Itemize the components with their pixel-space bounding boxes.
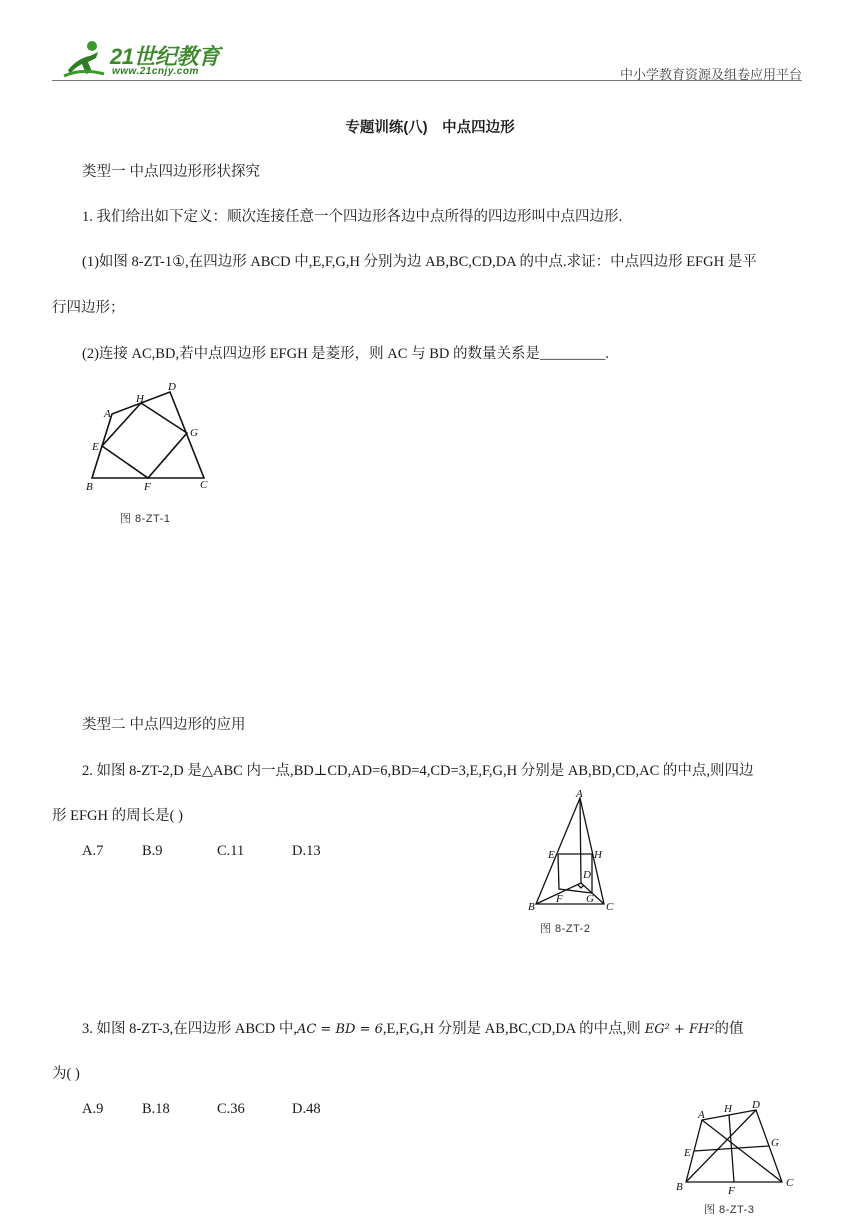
fig1-label-b: B	[86, 481, 93, 493]
fig2-label-d: D	[583, 869, 591, 881]
fig1-label-g: G	[190, 427, 198, 439]
q2-line1: 2. 如图 8-ZT-2,D 是△ABC 内一点,BD⊥CD,AD=6,BD=4,CD=3,E,F,G,H 分别是 AB,BD,CD,AC 的中点,则四边	[82, 763, 754, 779]
q3-option-c[interactable]: C.36	[217, 1101, 245, 1117]
fig3-label-g: G	[771, 1137, 779, 1149]
fig3-caption: 图 8-ZT-3	[704, 1204, 755, 1216]
q2-line2: 形 EFGH 的周长是( )	[52, 808, 183, 824]
fig3-label-d: D	[752, 1099, 760, 1111]
fig1-label-e: E	[92, 441, 99, 453]
fig3-label-h: H	[724, 1103, 732, 1115]
section1-heading: 类型一 中点四边形形状探究	[82, 164, 261, 180]
fig3-label-a: A	[698, 1109, 705, 1121]
q3-text-b: ,E,F,G,H 分别是 AB,BC,CD,DA 的中点,则	[382, 1021, 641, 1037]
q3-option-a[interactable]: A.9	[82, 1101, 104, 1117]
q3-option-d[interactable]: D.48	[292, 1101, 321, 1117]
fig1-caption: 图 8-ZT-1	[120, 513, 171, 525]
q3-text-a: 3. 如图 8-ZT-3,在四边形 ABCD 中,	[82, 1021, 297, 1037]
q3-line2: 为( )	[52, 1066, 80, 1082]
fig2-label-a: A	[576, 788, 583, 800]
fig2-label-f: F	[556, 893, 563, 905]
fig1-label-d: D	[168, 381, 176, 393]
fig3-label-f: F	[728, 1185, 735, 1197]
platform-tagline: 中小学教育资源及组卷应用平台	[619, 67, 802, 82]
q3-math-ac-bd: AC = BD = 6	[296, 1022, 383, 1037]
fig1-label-f: F	[144, 481, 151, 493]
fig2-label-b: B	[528, 901, 535, 912]
runner-logo-icon	[62, 40, 106, 80]
q3-options	[82, 1101, 352, 1118]
q3-option-b[interactable]: B.18	[142, 1101, 170, 1117]
figure-8-zt-2	[526, 788, 626, 912]
page-title: 专题训练(八) 中点四边形	[345, 120, 515, 136]
q1-part1-line2: 行四边形；	[52, 300, 125, 316]
q3-line1	[82, 1017, 744, 1038]
header-divider	[52, 80, 802, 81]
fig3-label-e: E	[684, 1147, 691, 1159]
section2-heading: 类型二 中点四边形的应用	[82, 717, 246, 733]
fig1-label-c: C	[200, 479, 208, 491]
q3-text-c: 的值	[714, 1021, 744, 1037]
logo-url-text: www.21cnjy.com	[112, 66, 199, 77]
q3-math-eg-fh: EG² + FH²	[644, 1022, 715, 1037]
fig1-label-h: H	[136, 393, 144, 405]
q2-option-a[interactable]: A.7	[82, 843, 104, 859]
fig2-label-h: H	[594, 849, 602, 861]
q1-intro: 1. 我们给出如下定义：顺次连接任意一个四边形各边中点所得的四边形叫中点四边形.	[82, 209, 623, 225]
q2-options	[82, 843, 352, 860]
fig2-label-e: E	[548, 849, 555, 861]
fig1-label-a: A	[104, 408, 111, 420]
q1-part2: (2)连接 AC,BD,若中点四边形 EFGH 是菱形，则 AC 与 BD 的数量关系是_________.	[82, 346, 609, 362]
fig3-label-c: C	[786, 1177, 794, 1189]
q2-option-c[interactable]: C.11	[217, 843, 245, 859]
q1-part1-line1: (1)如图 8-ZT-1①,在四边形 ABCD 中,E,F,G,H 分别为边 AB,BC,CD,DA 的中点.求证：中点四边形 EFGH 是平	[82, 254, 757, 270]
figure-8-zt-3	[672, 1096, 802, 1198]
fig2-label-g: G	[586, 893, 594, 905]
fig2-label-c: C	[606, 901, 614, 912]
fig2-caption: 图 8-ZT-2	[540, 923, 591, 935]
figure-8-zt-1	[82, 376, 222, 494]
q2-option-d[interactable]: D.13	[292, 843, 321, 859]
site-logo	[62, 38, 232, 82]
logo-main-text: 21世纪教育	[110, 44, 220, 69]
q2-option-b[interactable]: B.9	[142, 843, 163, 859]
fig3-label-b: B	[676, 1181, 683, 1193]
